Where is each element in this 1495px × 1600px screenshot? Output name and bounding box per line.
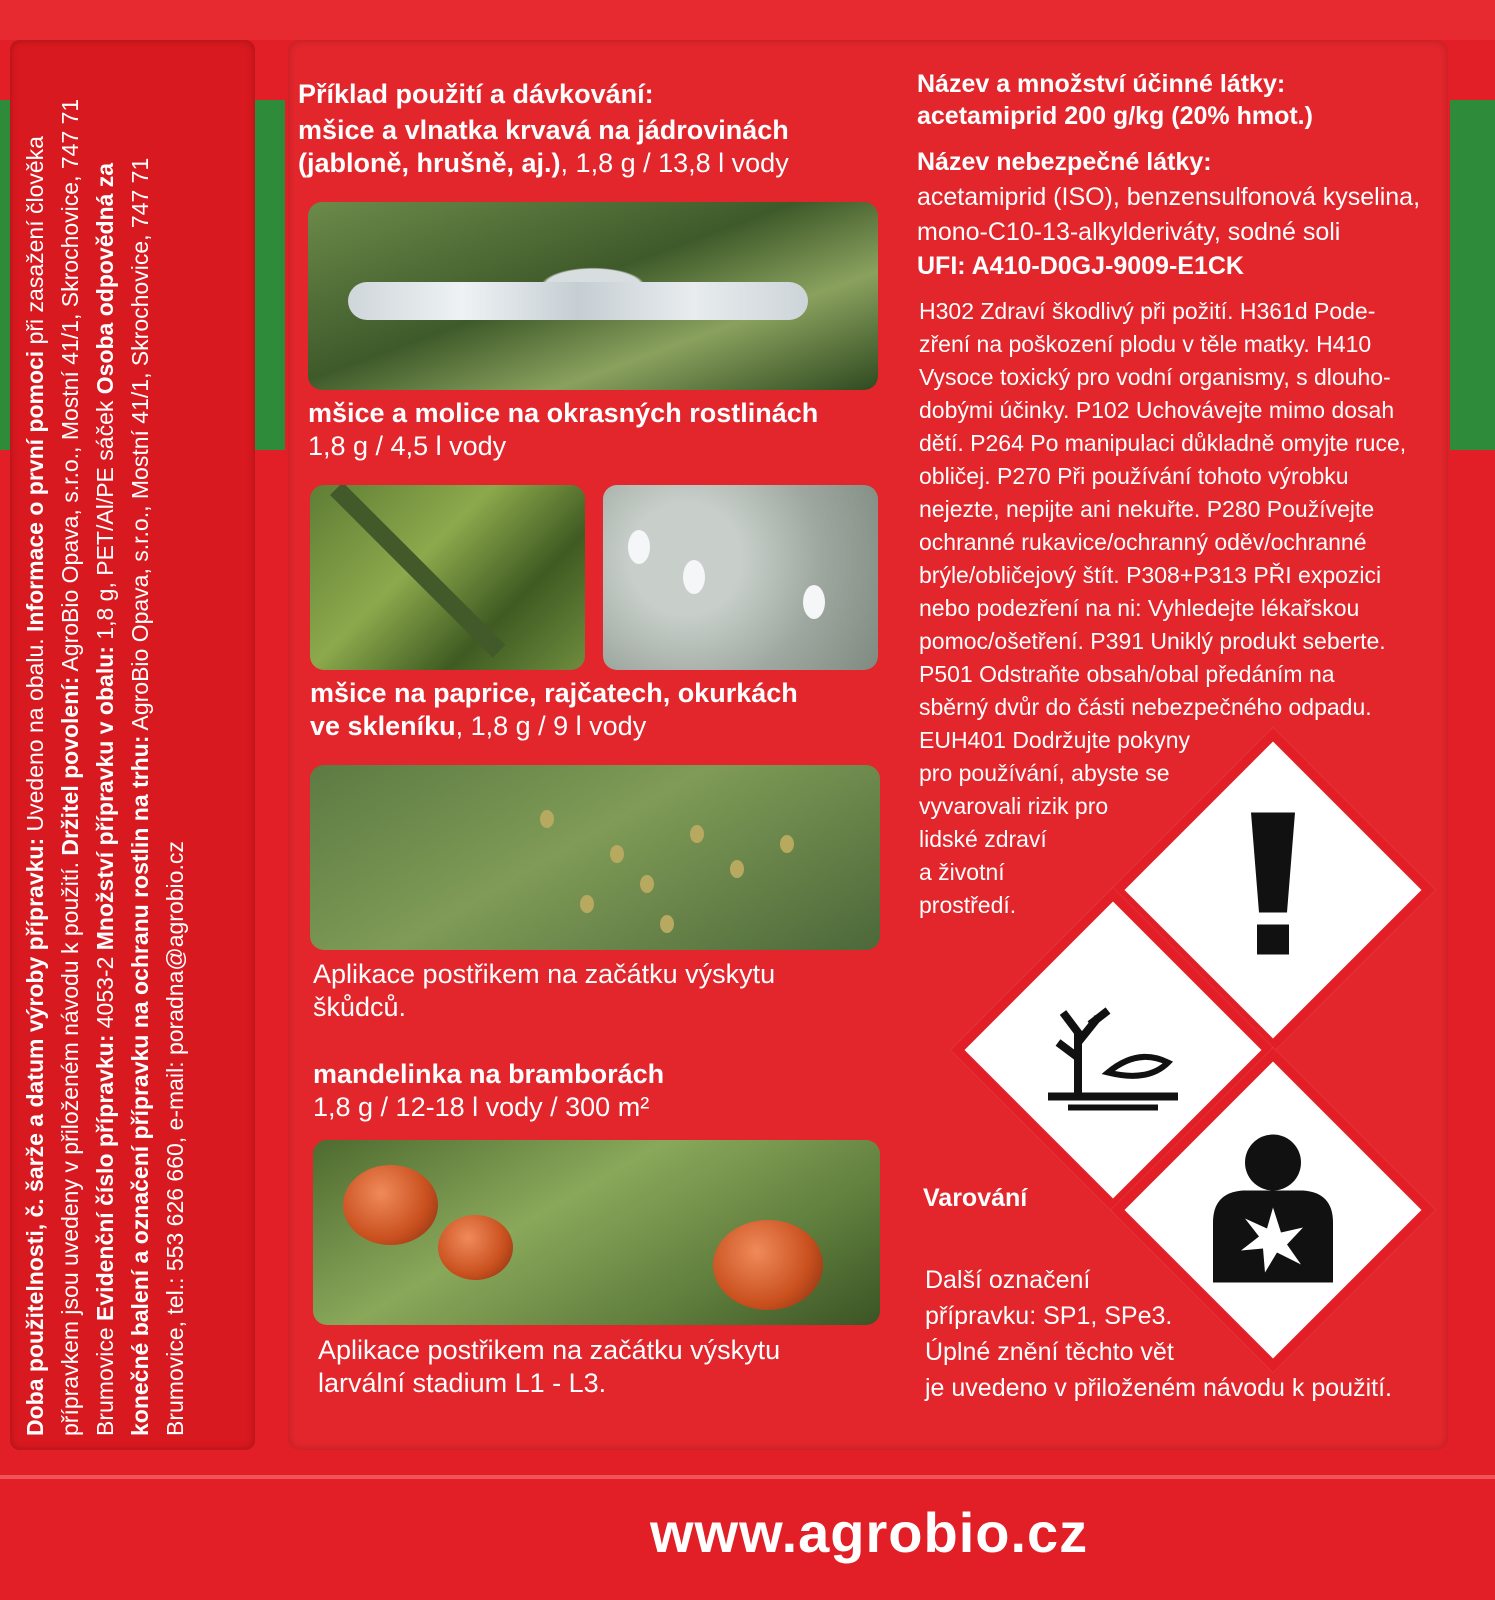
hazard-line: obličej. P270 Při používání tohoto výrobku (919, 463, 1349, 489)
hazard-line: Vysoce toxický pro vodní organismy, s dlouho- (919, 364, 1391, 390)
hazard-line: lidské zdraví (919, 826, 1047, 852)
usage-note-2-line-1: Aplikace postřikem na začátku výskytu (318, 1335, 781, 1365)
hazard-line: vyvarovali rizik pro (919, 793, 1109, 819)
usage-note-2 (318, 1334, 898, 1400)
hazard-line: zření na poškození plodu v těle matky. H410 (919, 331, 1372, 357)
usage-item-2-dose: 1,8 g / 4,5 l vody (308, 431, 507, 461)
usage-item-1-title: mšice a vlnatka krvavá na jádrovinách (298, 115, 789, 145)
usage-note-1-line-2: škůdců. (313, 992, 407, 1022)
photo-potato-beetle (313, 1140, 880, 1325)
green-band-right (1450, 100, 1495, 450)
dangerous-substance-line-1: acetamiprid (ISO), benzensulfonová kyselina, (917, 183, 1421, 211)
top-stripe (0, 0, 1495, 40)
expiry-label: Doba použitelnosti, č. šarže a datum výroby přípravku: (22, 837, 48, 1436)
usage-item-3-title: mšice na paprice, rajčatech, okurkách (310, 678, 798, 708)
photo-woolly-aphid (308, 202, 878, 390)
holder-value: AgroBio Opava, s.r.o., Mostní 41/1, Skrochovice, 747 71 Brumovice (57, 98, 118, 1436)
quantity-label: Množství přípravku v obalu: (92, 646, 118, 951)
exclamation-mark-icon (1243, 813, 1303, 968)
dangerous-substance-label: Název nebezpečné látky: (917, 148, 1212, 176)
environment-hazard-icon (1038, 983, 1188, 1118)
left-info-text (10, 50, 255, 1450)
usage-item-2 (308, 397, 888, 463)
first-aid-value: při zasažení člověka přípravkem jsou uvedeny v přiloženém návodu k použití. (22, 136, 83, 1436)
hazard-line: EUH401 Dodržujte pokyny (919, 727, 1191, 753)
green-band-middle (255, 100, 285, 450)
hazard-line: dětí. P264 Po manipulaci důkladně omyjte ruce, (919, 430, 1407, 456)
active-substance-label: Název a množství účinné látky: (917, 70, 1286, 98)
dangerous-substance-line-2: mono-C10-13-alkylderiváty, sodné soli (917, 218, 1341, 246)
ufi-code: UFI: A410-D0GJ-9009-E1CK (917, 252, 1244, 280)
photo-whiteflies (603, 485, 878, 670)
left-info-panel (10, 40, 255, 1450)
responsible-value: AgroBio Opava, s.r.o., Mostní 41/1, Skrochovice, 747 71 Brumovice, tel.: 553 626 660, e-mail: poradna@agrobio.cz (127, 157, 188, 1436)
hazard-line: pomoc/ošetření. P391 Uniklý produkt seberte. (919, 628, 1386, 654)
usage-item-3-place: ve skleníku (310, 711, 456, 741)
signal-word: Varování (923, 1184, 1028, 1212)
usage-item-1 (298, 114, 878, 180)
usage-item-4-dose: 1,8 g / 12-18 l vody / 300 m² (313, 1092, 650, 1122)
hazard-line: dobými účinky. P102 Uchovávejte mimo dosah (919, 397, 1395, 423)
usage-item-4 (313, 1058, 893, 1124)
usage-item-3-dose: , 1,8 g / 9 l vody (455, 711, 647, 741)
usage-item-1-crops: (jabloně, hrušně, aj.) (298, 148, 561, 178)
registration-label: Evidenční číslo přípravku: (92, 1034, 118, 1321)
hazard-line: a životní (919, 859, 1005, 885)
hazard-line: nejezte, nepijte ani nekuřte. P280 Používejte (919, 496, 1375, 522)
photo-aphids-stem (310, 485, 585, 670)
hazard-line: nebo podezření na ni: Vyhledejte lékařskou (919, 595, 1360, 621)
hazard-line: P501 Odstraňte obsah/obal předáním na (919, 661, 1335, 687)
hazard-line: brýle/obličejový štít. P308+P313 PŘI expozici (919, 562, 1382, 588)
photo-aphids-leaf (310, 765, 880, 950)
usage-item-2-title: mšice a molice na okrasných rostlinách (308, 398, 819, 428)
usage-note-1 (313, 958, 893, 1024)
hazard-line: pro používání, abyste se (919, 760, 1170, 786)
other-labelling (925, 1262, 1445, 1406)
holder-label: Držitel povolení: (57, 676, 83, 856)
first-aid-label: Informace o první pomoci (22, 350, 48, 632)
usage-heading: Příklad použití a dávkování: (298, 79, 654, 109)
expiry-value: Uvedeno na obalu. (22, 631, 48, 838)
website-url[interactable]: www.agrobio.cz (650, 1501, 1089, 1564)
usage-item-4-title: mandelinka na bramborách (313, 1059, 665, 1089)
other-labelling-line-1: Další označení (925, 1266, 1091, 1294)
usage-note-1-line-1: Aplikace postřikem na začátku výskytu (313, 959, 776, 989)
registration-value: 4053-2 (92, 950, 118, 1035)
other-labelling-line-4: je uvedeno v přiloženém návodu k použití. (925, 1374, 1392, 1402)
other-labelling-line-2: přípravku: SP1, SPe3. (925, 1302, 1173, 1330)
quantity-value: 1,8 g, PET/Al/PE sáček (92, 394, 118, 647)
hazard-line: H302 Zdraví škodlivý při požití. H361d Pode- (919, 298, 1376, 324)
hazard-line: prostředí. (919, 892, 1017, 918)
active-substance-value: acetamiprid 200 g/kg (20% hmot.) (917, 102, 1313, 130)
usage-note-2-line-2: larvální stadium L1 - L3. (318, 1368, 607, 1398)
usage-item-1-dose: , 1,8 g / 13,8 l vody (560, 148, 789, 178)
hazard-line: sběrný dvůr do části nebezpečného odpadu. (919, 694, 1372, 720)
hazard-line: ochranné rukavice/ochranný oděv/ochranné (919, 529, 1367, 555)
usage-item-3 (310, 677, 890, 743)
responsible-label: Osoba odpovědná za konečné balení a označení přípravku na ochranu rostlin na trhu: (92, 162, 153, 1436)
other-labelling-line-3: Úplné znění těchto vět (925, 1338, 1174, 1366)
